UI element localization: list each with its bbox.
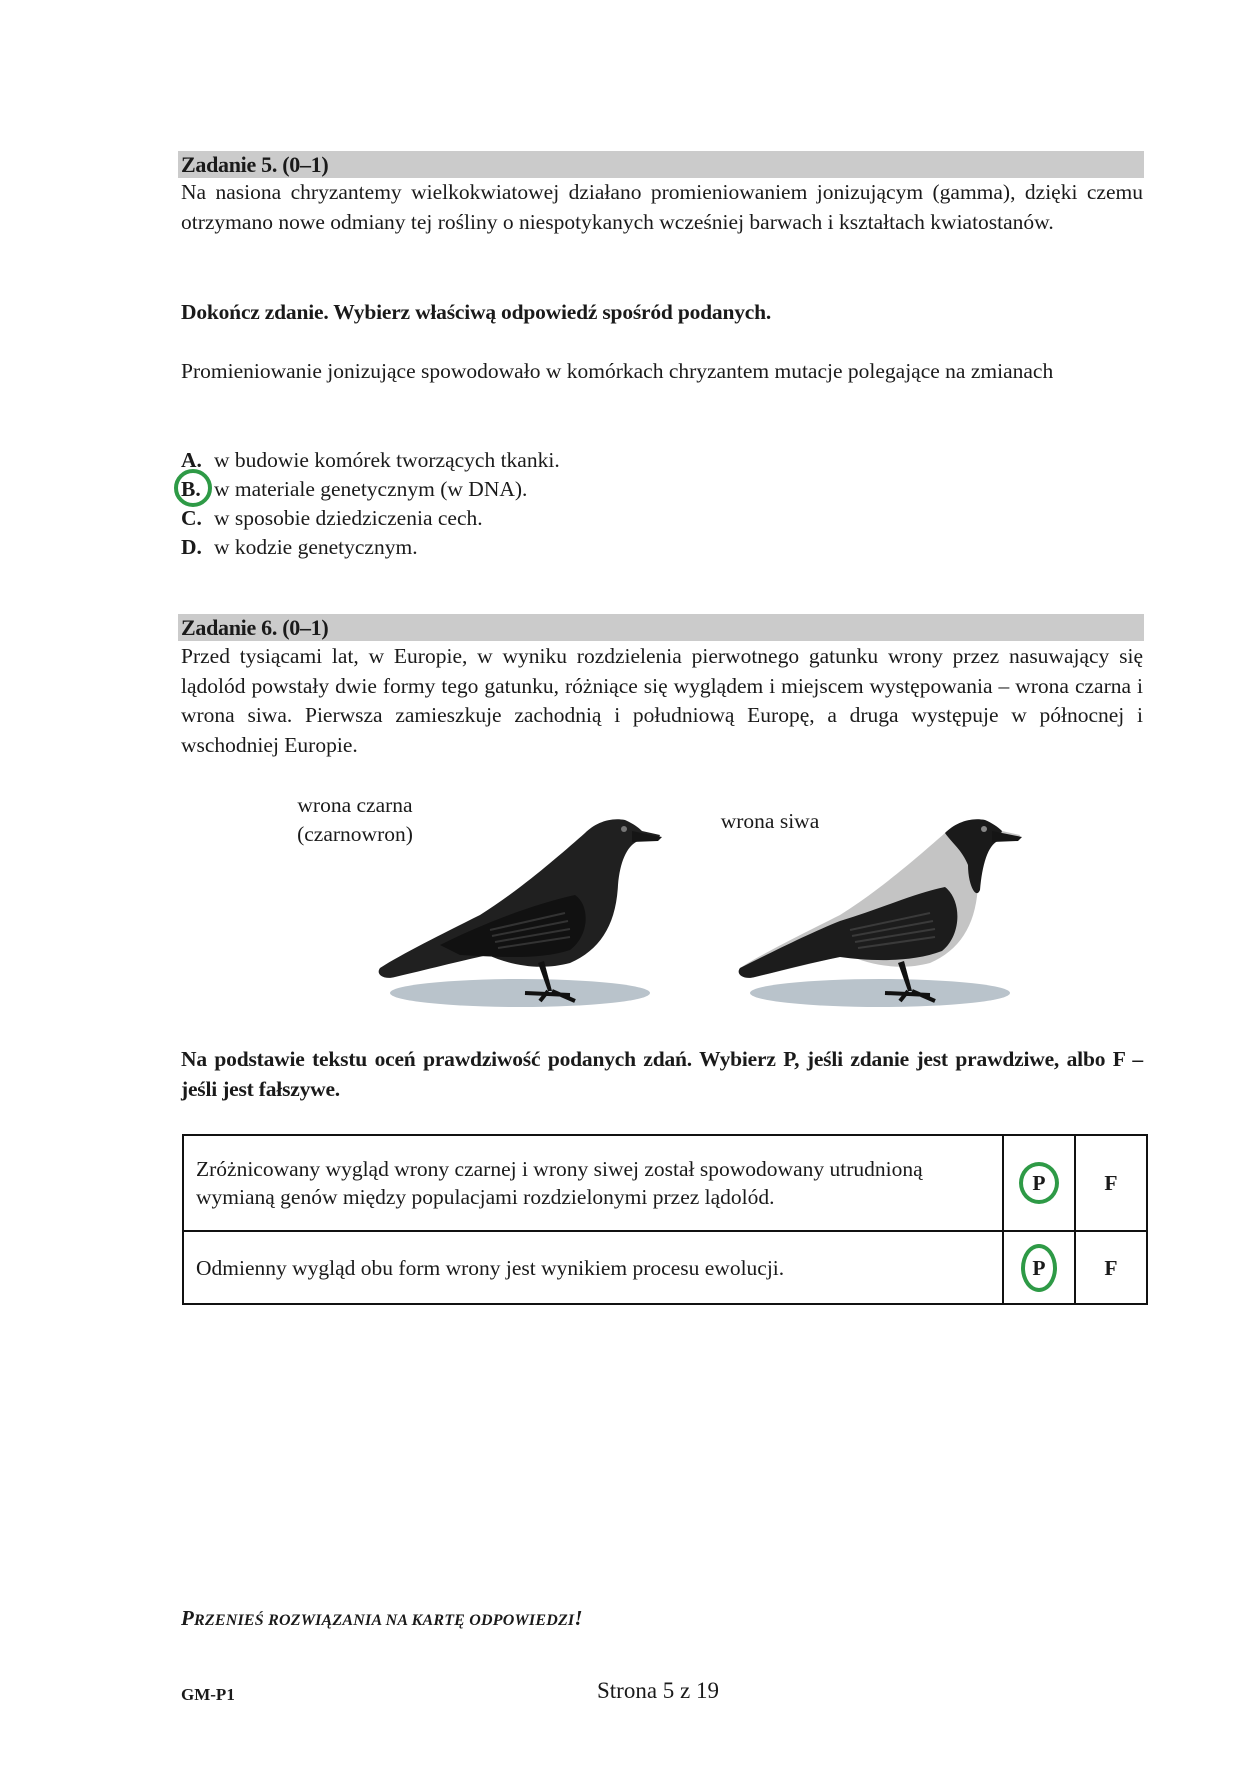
false-option[interactable]: F [1104, 1171, 1118, 1195]
option-c[interactable] [181, 504, 483, 533]
crow1-label-line1: wrona czarna [297, 793, 413, 817]
task6-instruction: Na podstawie tekstu oceń prawdziwość podanych zdań. Wybierz P, jeśli zdanie jest prawdziwe, albo F – jeśli jest fałszywe. [181, 1047, 1143, 1101]
true-false-table [182, 1134, 1148, 1305]
option-letter: D. [181, 535, 202, 559]
task5-stem: Promieniowanie jonizujące spowodowało w komórkach chryzantem mutacje polegające na zmianach [181, 359, 1054, 383]
option-text: w kodzie genetycznym. [214, 535, 418, 559]
option-letter: B. [181, 477, 201, 501]
option-letter: A. [181, 448, 202, 472]
false-cell[interactable] [1075, 1135, 1147, 1231]
true-option-circled[interactable]: P [1019, 1162, 1059, 1204]
table-row [183, 1231, 1147, 1304]
false-option[interactable]: F [1104, 1255, 1118, 1280]
transfer-answers-note [181, 1606, 583, 1631]
task6-title: Zadanie 6. (0–1) [181, 615, 329, 640]
true-cell[interactable] [1003, 1231, 1075, 1304]
statement-cell: Zróżnicowany wygląd wrony czarnej i wrony siwej został spowodowany utrudnioną wymianą genów między populacjami rozdzielonymi przez lądolód. [183, 1135, 1003, 1231]
true-option-circled[interactable]: P [1021, 1244, 1057, 1292]
option-b[interactable] [181, 475, 527, 504]
task5-instruction: Dokończ zdanie. Wybierz właściwą odpowiedź spośród podanych. [181, 300, 772, 324]
false-cell[interactable] [1075, 1231, 1147, 1304]
task6-intro: Przed tysiącami lat, w Europie, w wyniku rozdzielenia pierwotnego gatunku wrony przez nasuwający się lądolód powstały dwie formy tego gatunku, różniące się wyglądem i miejscem występowania – wrona czarna i wrona siwa. Pierwsza zamieszkuje zachodnią i południową Europę, a druga występuje w północnej i wschodniej Europie. [181, 644, 1143, 757]
hooded-crow-illustration [730, 805, 1030, 1015]
shadow-shape [390, 979, 650, 1007]
note-initial: P [181, 1606, 195, 1630]
option-a[interactable] [181, 446, 560, 475]
option-letter: C. [181, 506, 202, 530]
note-smallcaps: RZENIEŚ ROZWIĄZANIA NA KARTĘ ODPOWIEDZI [194, 1612, 575, 1629]
page-number: Strona 5 z 19 [597, 1678, 720, 1703]
option-text: w budowie komórek tworzących tkanki. [214, 448, 560, 472]
exam-code: GM-P1 [181, 1685, 235, 1704]
note-exclamation: ! [574, 1606, 583, 1630]
table-row [183, 1135, 1147, 1231]
option-d[interactable] [181, 533, 418, 562]
true-cell[interactable] [1003, 1135, 1075, 1231]
shadow-shape [750, 979, 1010, 1007]
option-text: w materiale genetycznym (w DNA). [214, 477, 528, 501]
crow1-label-line2: (czarnowron) [297, 822, 413, 846]
task5-title: Zadanie 5. (0–1) [181, 152, 329, 177]
statement-cell: Odmienny wygląd obu form wrony jest wynikiem procesu ewolucji. [183, 1231, 1003, 1304]
task5-intro: Na nasiona chryzantemy wielkokwiatowej działano promieniowaniem jonizującym (gamma), dzięki czemu otrzymano nowe odmiany tej rośliny o niespotykanych wcześniej barwach i kształtach kwiatostanów. [181, 180, 1143, 234]
crow2-label: wrona siwa [720, 809, 820, 833]
selected-answer-circle [174, 469, 212, 507]
option-text: w sposobie dziedziczenia cech. [214, 506, 483, 530]
carrion-crow-illustration [370, 805, 670, 1015]
